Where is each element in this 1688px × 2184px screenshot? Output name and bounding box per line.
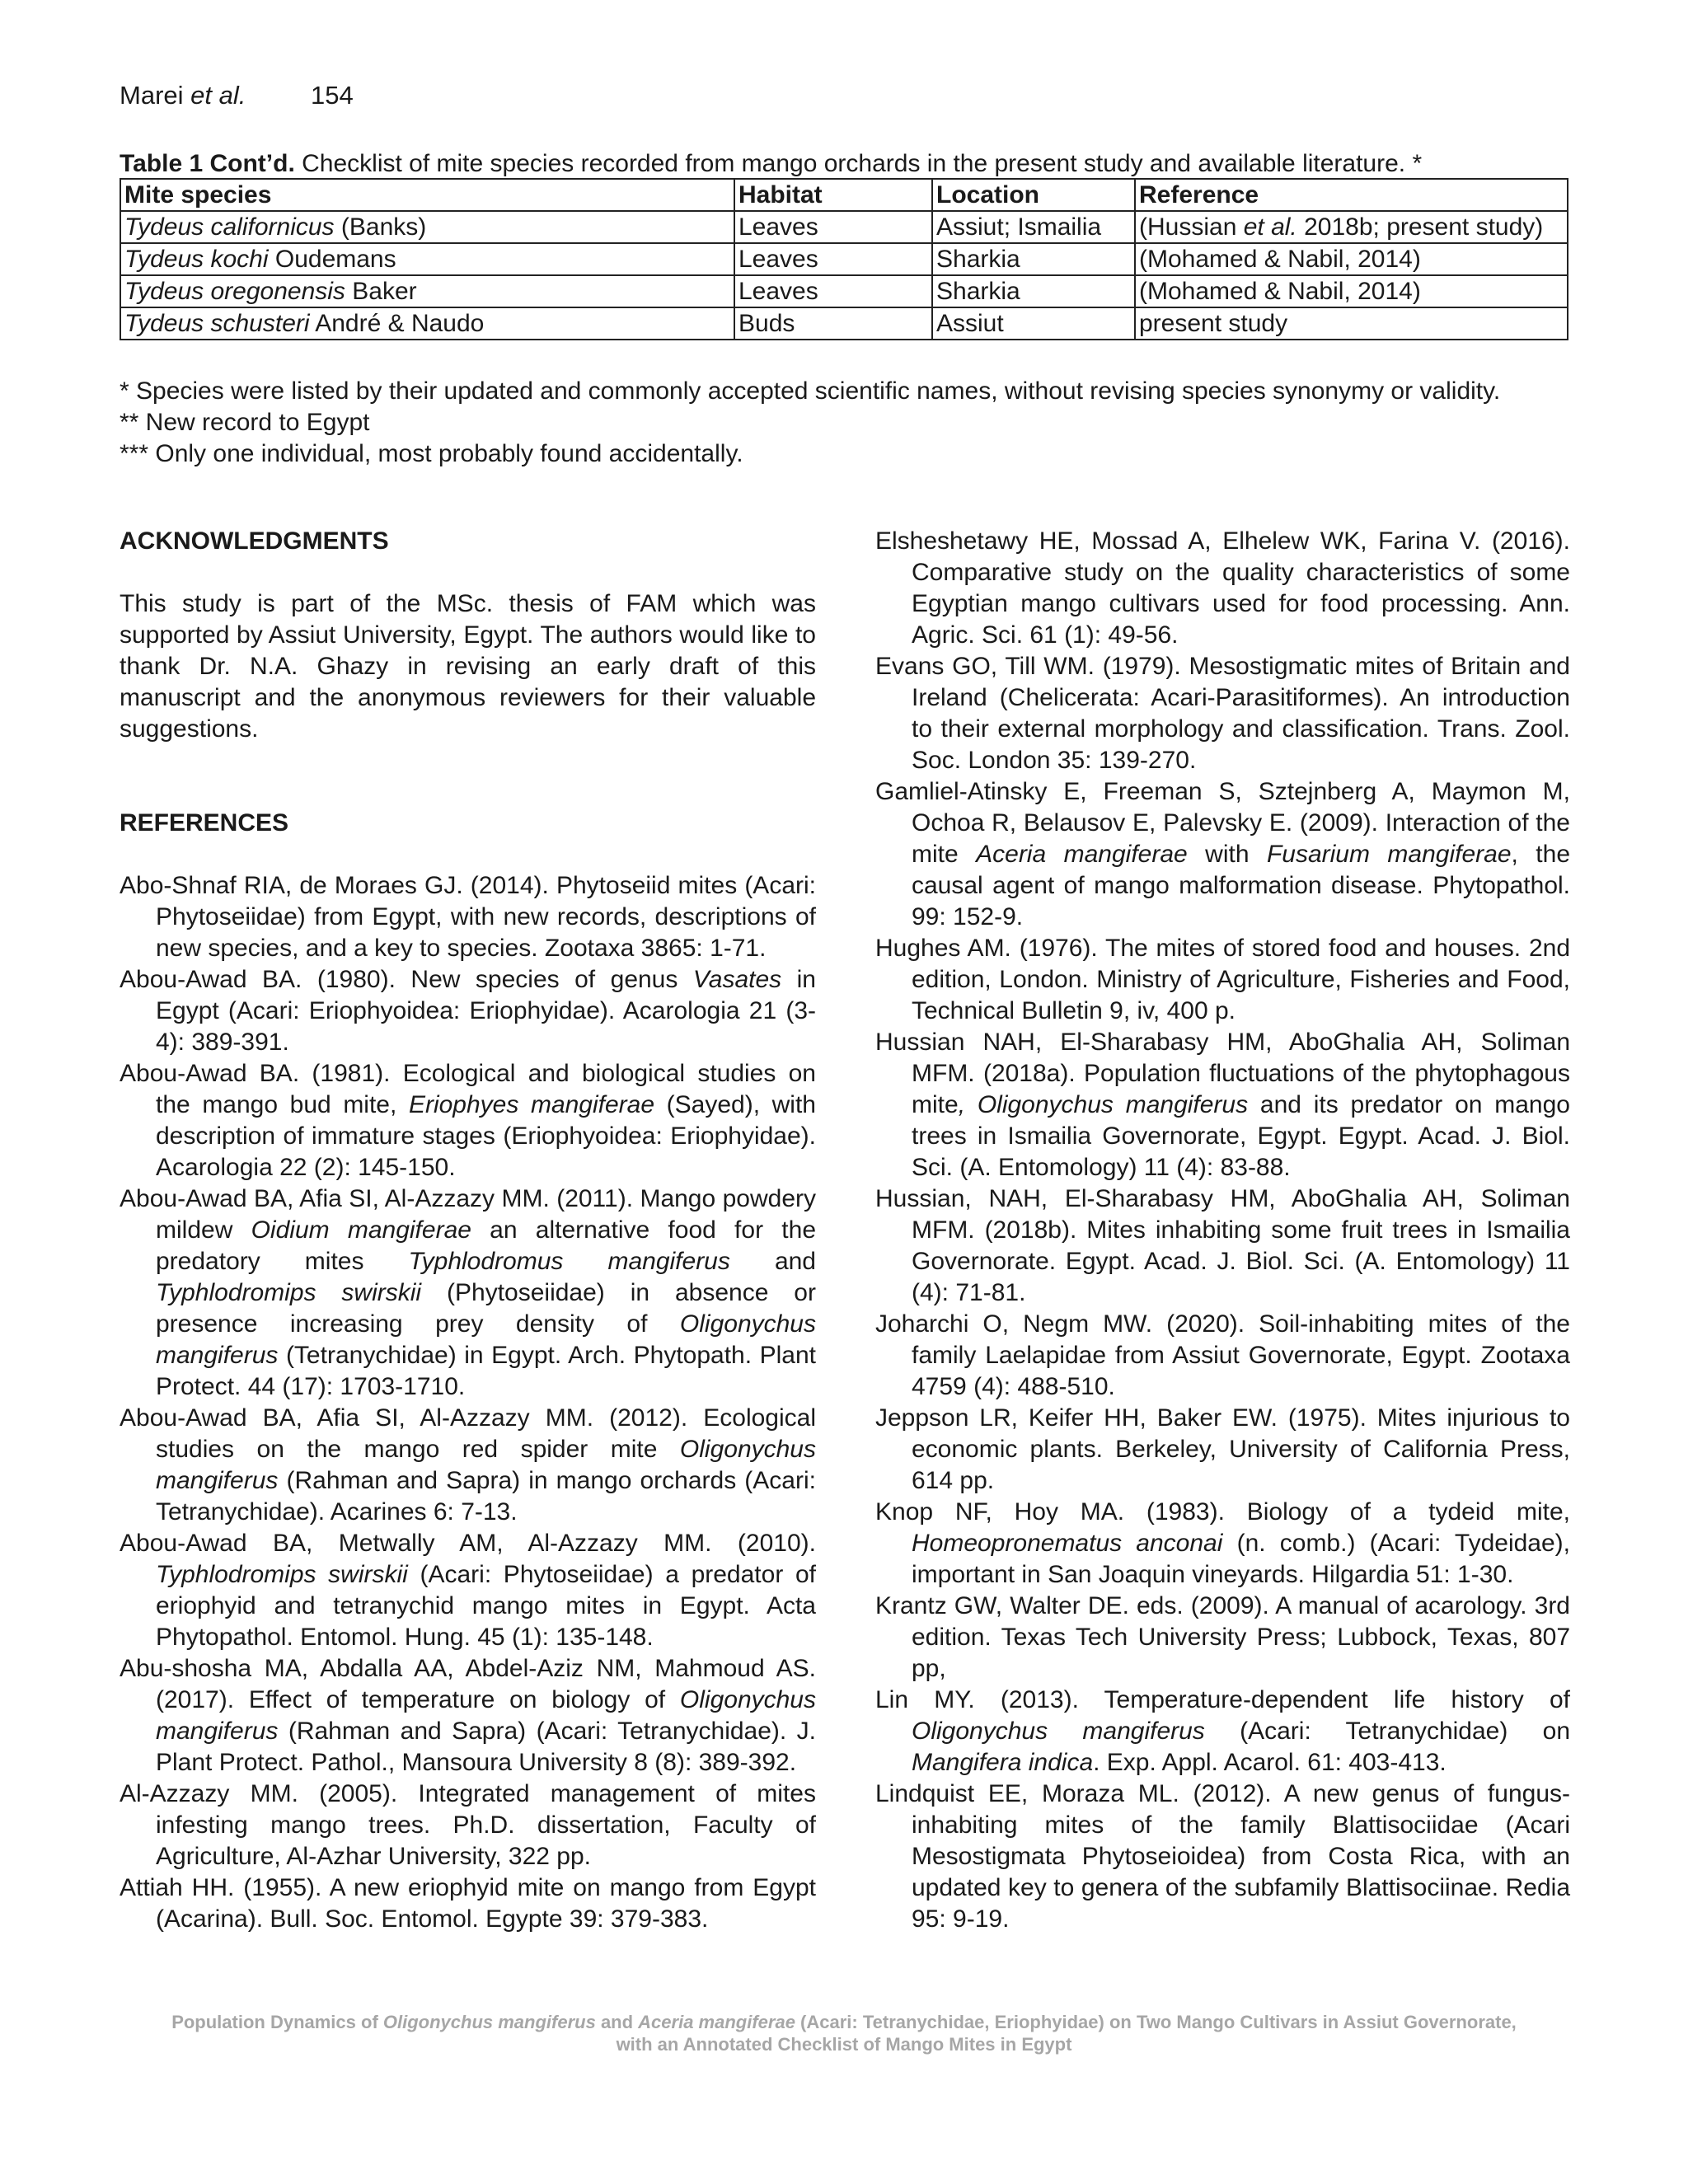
- reference-text: (Rahman and Sapra) in mango orchards (Acari: Tetranychidae). Acarines 6: 7-13.: [156, 1467, 816, 1526]
- species-name: Tydeus schusteri: [124, 310, 310, 337]
- species-author: André & Naudo: [309, 310, 485, 337]
- reference-entry: [875, 526, 1570, 651]
- table-header-row: [120, 179, 1568, 211]
- table-caption-label: Table 1 Cont’d.: [120, 150, 295, 177]
- reference-entry: [875, 1779, 1570, 1935]
- reference-entry: [875, 933, 1570, 1027]
- species-author: (Banks): [334, 213, 427, 241]
- reference-text: 2018b; present study): [1296, 213, 1544, 241]
- reference-entry: [875, 1497, 1570, 1591]
- reference-entry: [120, 1653, 816, 1779]
- reference-entry: [875, 1027, 1570, 1183]
- footer-italic: Aceria mangiferae: [638, 2012, 795, 2032]
- footer-text: (Acari: Tetranychidae, Eriophyidae) on Two Mango Cultivars in Assiut Governorate,: [795, 2012, 1517, 2032]
- cell-location: Sharkia: [932, 243, 1135, 275]
- reference-text: present study: [1139, 310, 1288, 337]
- table-notes: [120, 376, 1568, 470]
- reference-entry: [120, 1528, 816, 1653]
- reference-italic: Oligonychus mangiferus: [156, 1310, 816, 1369]
- references-heading: REFERENCES: [120, 809, 289, 837]
- reference-entry: [120, 1058, 816, 1183]
- cell-habitat: Leaves: [734, 243, 932, 275]
- cell-reference: [1135, 211, 1568, 243]
- running-header: [120, 79, 354, 112]
- cell-habitat: Buds: [734, 307, 932, 340]
- reference-entry: [120, 1403, 816, 1528]
- reference-text: Jeppson LR, Keifer HH, Baker EW. (1975). Mites injurious to economic plants. Berkeley, University of California Press, 614 pp.: [875, 1404, 1570, 1494]
- reference-italic: , Oligonychus mangiferus: [958, 1091, 1249, 1118]
- mite-checklist-table: [120, 178, 1568, 340]
- reference-italic: Oligonychus mangiferus: [912, 1718, 1205, 1745]
- reference-text: Attiah HH. (1955). A new eriophyid mite on mango from Egypt (Acarina). Bull. Soc. Entomol. Egypte 39: 379-383.: [120, 1874, 816, 1933]
- footer-line-2: with an Annotated Checklist of Mango Mites in Egypt: [616, 2034, 1072, 2055]
- species-name: Tydeus californicus: [124, 213, 335, 241]
- cell-habitat: Leaves: [734, 211, 932, 243]
- page-footer: [120, 2011, 1568, 2055]
- col-habitat: Habitat: [734, 179, 932, 211]
- reference-entry: [120, 870, 816, 964]
- reference-text: Hussian, NAH, El-Sharabasy HM, AboGhalia AH, Soliman MFM. (2018b). Mites inhabiting some fruit trees in Ismailia Governorate. Egypt. Acad. J. Biol. Sci. (A. Entomology) 11 (4): 71-81.: [875, 1185, 1570, 1306]
- reference-text: Abou-Awad BA, Afia SI, Al-Azzazy MM. (2012). Ecological studies on the mango red spider mite: [120, 1404, 816, 1463]
- reference-text: Lindquist EE, Moraza ML. (2012). A new genus of fungus-inhabiting mites of the family Blattisociidae (Acari Mesostigmata Phytoseioidea) from Costa Rica, with an updated key to genera of the subfamily Blattisociinae. Redia 95: 9-19.: [875, 1780, 1570, 1933]
- col-reference: Reference: [1135, 179, 1568, 211]
- reference-text: and its predator on mango trees in Ismailia Governorate, Egypt. Egypt. Acad. J. Biol. Sci. (A. Entomology) 11 (4): 83-88.: [912, 1091, 1570, 1181]
- reference-entry: [875, 1403, 1570, 1497]
- cell-species: [120, 243, 734, 275]
- footer-text: Population Dynamics of: [171, 2012, 383, 2032]
- reference-italic: Oligonychus mangiferus: [156, 1436, 816, 1494]
- reference-text: (Acari: Phytoseiidae) a predator of eriophyid and tetranychid mango mites in Egypt. Acta Phytopathol. Entomol. Hung. 45 (1): 135-148.: [156, 1561, 816, 1651]
- reference-text: in Egypt (Acari: Eriophyoidea: Eriophyidae). Acarologia 21 (3-4): 389-391.: [156, 966, 816, 1056]
- left-column: [120, 526, 816, 1935]
- acknowledgments-heading: ACKNOWLEDGMENTS: [120, 527, 389, 555]
- col-mite-species: Mite species: [120, 179, 734, 211]
- acknowledgments-text: This study is part of the MSc. thesis of FAM which was supported by Assiut University, Egypt. The authors would like to thank Dr. N.A. Ghazy in revising an early draft of this manuscript and the anonymous reviewers for their valuable suggestions.: [120, 590, 816, 743]
- reference-text: with: [1187, 841, 1267, 868]
- reference-text: (Sayed), with description of immature stages (Eriophyoidea: Eriophyidae). Acarologia 22 (2): 145-150.: [156, 1091, 816, 1181]
- species-author: Baker: [345, 278, 417, 305]
- reference-text: Hughes AM. (1976). The mites of stored food and houses. 2nd edition, London. Ministry of Agriculture, Fisheries and Food, Technical Bulletin 9, iv, 400 p.: [875, 935, 1570, 1024]
- table-note: * Species were listed by their updated and commonly accepted scientific names, without revising species synonymy or validity.: [120, 377, 1501, 405]
- table-row: [120, 243, 1568, 275]
- table-note: *** Only one individual, most probably found accidentally.: [120, 440, 743, 467]
- reference-text: (Phytoseiidae) in absence or presence increasing prey density of: [156, 1279, 816, 1338]
- right-column: [875, 526, 1570, 1935]
- reference-text: Abo-Shnaf RIA, de Moraes GJ. (2014). Phytoseiid mites (Acari: Phytoseiidae) from Egypt, with new records, descriptions of new species, and a key to species. Zootaxa 3865: 1-71.: [120, 872, 816, 962]
- footer-line-1: [120, 2011, 1568, 2033]
- reference-italic: Oidium mangiferae: [251, 1216, 471, 1244]
- table-row: [120, 211, 1568, 243]
- col-location: Location: [932, 179, 1135, 211]
- reference-entry: [875, 776, 1570, 933]
- reference-text: (Hussian: [1139, 213, 1244, 241]
- reference-text: and: [729, 1248, 816, 1275]
- footer-text: and: [595, 2012, 639, 2032]
- cell-species: [120, 211, 734, 243]
- reference-text: (n. comb.) (Acari: Tydeidae), important in San Joaquin vineyards. Hilgardia 51: 1-30.: [912, 1530, 1571, 1588]
- reference-entry: [875, 1591, 1570, 1685]
- reference-text: Knop NF, Hoy MA. (1983). Biology of a tydeid mite,: [875, 1498, 1570, 1526]
- reference-italic: Typhlodromips swirskii: [156, 1279, 422, 1306]
- references-list-left: [120, 870, 816, 1935]
- table-note: ** New record to Egypt: [120, 409, 370, 436]
- species-name: Tydeus oregonensis: [124, 278, 345, 305]
- reference-text: . Exp. Appl. Acarol. 61: 403-413.: [1093, 1749, 1447, 1776]
- reference-italic: Fusarium mangiferae: [1266, 841, 1512, 868]
- cell-reference: [1135, 307, 1568, 340]
- reference-text: Gamliel-Atinsky E, Freeman S, Sztejnberg A, Maymon M, Ochoa R, Belausov E, Palevsky E. (2009). Interaction of the mite: [875, 778, 1570, 868]
- reference-text: Al-Azzazy MM. (2005). Integrated management of mites infesting mango trees. Ph.D. dissertation, Faculty of Agriculture, Al-Azhar University, 322 pp.: [120, 1780, 816, 1870]
- reference-entry: [120, 1779, 816, 1872]
- table-row: [120, 275, 1568, 307]
- reference-entry: [875, 1183, 1570, 1309]
- species-author: Oudemans: [268, 246, 396, 273]
- header-etal: et al.: [190, 81, 246, 110]
- reference-italic: Aceria mangiferae: [976, 841, 1188, 868]
- reference-text: Lin MY. (2013). Temperature-dependent life history of: [875, 1686, 1570, 1713]
- reference-text: Joharchi O, Negm MW. (2020). Soil-inhabiting mites of the family Laelapidae from Assiut Governorate, Egypt. Zootaxa 4759 (4): 488-510.: [875, 1310, 1570, 1400]
- reference-italic: Vasates: [692, 966, 782, 993]
- references-list-right: [875, 526, 1570, 1935]
- reference-text: Elsheshetawy HE, Mossad A, Elhelew WK, Farina V. (2016). Comparative study on the quality characteristics of some Egyptian mango cultivars used for food processing. Ann. Agric. Sci. 61 (1): 49-56.: [875, 527, 1570, 649]
- reference-entry: [120, 964, 816, 1058]
- species-name: Tydeus kochi: [124, 246, 269, 273]
- cell-location: Assiut: [932, 307, 1135, 340]
- reference-italic: Homeopronematus anconai: [912, 1530, 1223, 1557]
- reference-entry: [120, 1183, 816, 1403]
- cell-reference: [1135, 275, 1568, 307]
- table-row: [120, 307, 1568, 340]
- header-authors: Marei: [120, 81, 184, 110]
- reference-entry: [120, 1872, 816, 1935]
- cell-habitat: Leaves: [734, 275, 932, 307]
- reference-italic: Mangifera indica: [912, 1749, 1094, 1776]
- reference-text: Abou-Awad BA. (1980). New species of genus: [120, 966, 693, 993]
- reference-text: (Rahman and Sapra) (Acari: Tetranychidae). J. Plant Protect. Pathol., Mansoura University 8 (8): 389-392.: [156, 1718, 816, 1776]
- cell-location: Sharkia: [932, 275, 1135, 307]
- reference-italic: Oligonychus mangiferus: [156, 1686, 816, 1745]
- reference-text: (Mohamed & Nabil, 2014): [1139, 246, 1421, 273]
- reference-text: Krantz GW, Walter DE. eds. (2009). A manual of acarology. 3rd edition. Texas Tech University Press; Lubbock, Texas, 807 pp,: [875, 1592, 1570, 1682]
- cell-species: [120, 275, 734, 307]
- reference-entry: [875, 651, 1570, 776]
- reference-entry: [875, 1685, 1570, 1779]
- reference-text: (Acari: Tetranychidae) on: [1204, 1718, 1571, 1745]
- reference-text: Evans GO, Till WM. (1979). Mesostigmatic mites of Britain and Ireland (Chelicerata: Acari-Parasitiformes). An introduction to their external morphology and classification. Trans. Zool. Soc. London 35: 139-270.: [875, 653, 1570, 774]
- reference-text: an alternative food for the predatory mites: [156, 1216, 816, 1275]
- reference-italic: Eriophyes mangiferae: [408, 1091, 655, 1118]
- table-caption-text: Checklist of mite species recorded from mango orchards in the present study and available literature. *: [294, 150, 1423, 177]
- reference-text: Abou-Awad BA, Afia SI, Al-Azzazy MM. (2011). Mango powdery mildew: [120, 1185, 816, 1244]
- reference-text: , the causal agent of mango malformation disease. Phytopathol. 99: 152-9.: [912, 841, 1570, 930]
- reference-text: (Mohamed & Nabil, 2014): [1139, 278, 1421, 305]
- reference-italic: Typhlodromus mangiferus: [408, 1248, 730, 1275]
- page-number: 154: [310, 81, 354, 110]
- reference-text: Hussian NAH, El-Sharabasy HM, AboGhalia AH, Soliman MFM. (2018a). Population fluctuations of the phytophagous mite: [875, 1029, 1570, 1118]
- reference-etal: et al.: [1243, 213, 1297, 241]
- cell-species: [120, 307, 734, 340]
- reference-text: Abou-Awad BA. (1981). Ecological and biological studies on the mango bud mite,: [120, 1060, 816, 1118]
- table-caption: [120, 148, 1570, 180]
- reference-text: (Tetranychidae) in Egypt. Arch. Phytopath. Plant Protect. 44 (17): 1703-1710.: [156, 1342, 816, 1400]
- reference-text: Abu-shosha MA, Abdalla AA, Abdel-Aziz NM, Mahmoud AS. (2017). Effect of temperature on biology of: [120, 1655, 816, 1713]
- reference-italic: Typhlodromips swirskii: [156, 1561, 408, 1588]
- reference-text: Abou-Awad BA, Metwally AM, Al-Azzazy MM. (2010).: [120, 1530, 816, 1557]
- cell-reference: [1135, 243, 1568, 275]
- footer-italic: Oligonychus mangiferus: [382, 2012, 596, 2032]
- reference-entry: [875, 1309, 1570, 1403]
- cell-location: Assiut; Ismailia: [932, 211, 1135, 243]
